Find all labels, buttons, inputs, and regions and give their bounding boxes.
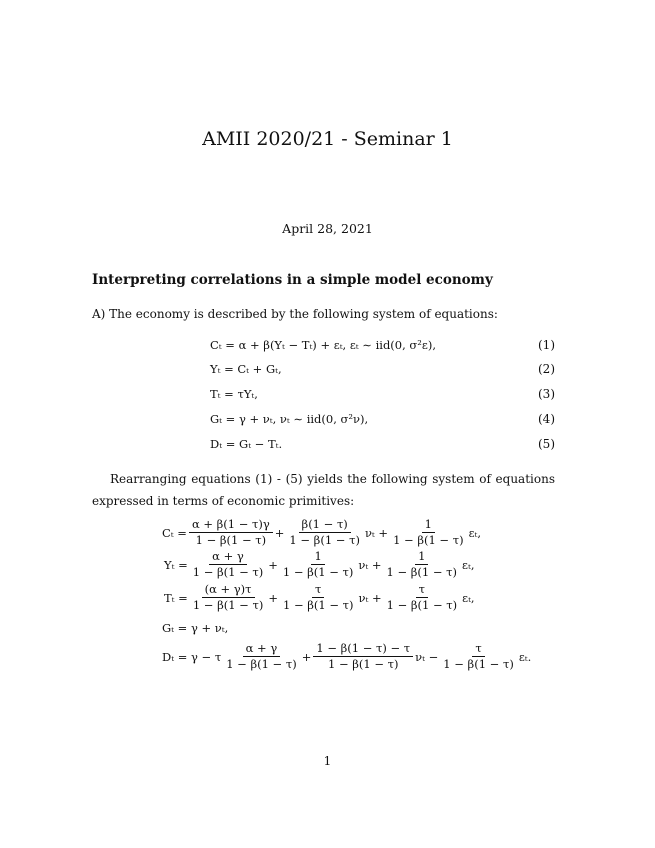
reduced-y-fraction-2: $\frac{1}{1 - \beta(1 - \tau)}$ — [282, 549, 354, 579]
equation-number-5: (5) — [538, 437, 555, 451]
equation-3: Tₜ = τYₜ, — [210, 387, 258, 401]
reduced-equation-c — [162, 518, 481, 547]
reduced-c-fraction-3: $\frac{1}{1 - \beta(1 - \tau)}$ — [393, 517, 464, 547]
reduced-t-lhs: Tₜ = — [164, 590, 188, 605]
reduced-y-nu-term: νₜ + — [358, 557, 382, 572]
reduced-c-fraction-1: $\frac{\alpha + \beta(1 - \tau)\gamma}{1 - \beta(1 - \tau)}$ — [189, 518, 273, 547]
reduced-d-lhs: Dₜ = γ − τ — [162, 649, 222, 664]
reduced-t-eps-term: εₜ, — [462, 590, 475, 605]
reduced-y-lhs: Yₜ = — [164, 557, 188, 572]
equation-number-3: (3) — [538, 387, 555, 401]
reduced-c-eps-term: εₜ, — [468, 525, 482, 540]
reduced-equation-t — [164, 583, 475, 612]
reduced-y-eps-term: εₜ, — [462, 557, 475, 572]
reduced-equation-y — [164, 550, 474, 579]
reduced-t-nu-term: νₜ + — [358, 590, 382, 605]
reduced-t-fraction-1: $\frac{(\alpha + \gamma)\tau}{1 - \beta(1 - \tau)}$ — [192, 582, 264, 612]
document-title: AMII 2020/21 - Seminar 1 — [202, 128, 453, 150]
reduced-y-fraction-1: $\frac{\alpha + \gamma}{1 - \beta(1 - \tau)}$ — [192, 549, 264, 579]
equation-1: Cₜ = α + β(Yₜ − Tₜ) + εₜ, εₜ ∼ iid(0, σ²ε), — [210, 338, 436, 352]
reduced-t-fraction-2: $\frac{\tau}{1 - \beta(1 - \tau)}$ — [282, 582, 354, 612]
reduced-y-plus: + — [268, 557, 278, 572]
reduced-d-plus: + — [301, 649, 312, 664]
reduced-d-nu-term: νₜ − — [415, 649, 439, 664]
rearranging-paragraph: Rearranging equations (1) - (5) yields the following system of equations expressed in terms of economic primitives: — [92, 472, 555, 508]
equation-5: Dₜ = Gₜ − Tₜ. — [210, 437, 283, 451]
reduced-c-fraction-2: $\frac{\beta(1 - \tau)}{1 - \beta(1 - \tau)}$ — [289, 517, 360, 547]
reduced-c-nu-term: νₜ + — [364, 525, 389, 540]
reduced-d-fraction-3: $\frac{\tau}{1 - \beta(1 - \tau)}$ — [443, 641, 514, 671]
section-heading: Interpreting correlations in a simple model economy — [92, 272, 493, 288]
reduced-d-fraction-2: $\frac{1 - \beta(1 - \tau) - \tau}{1 - \beta(1 - \tau)}$ — [313, 642, 413, 671]
reduced-equation-d — [162, 642, 531, 671]
equation-4: Gₜ = γ + νₜ, νₜ ∼ iid(0, σ²ν), — [210, 412, 369, 426]
equation-number-2: (2) — [538, 362, 555, 376]
reduced-c-plus: + — [274, 525, 285, 540]
page-number: 1 — [323, 754, 332, 768]
reduced-c-lhs: Cₜ = — [162, 525, 187, 540]
reduced-t-fraction-3: $\frac{\tau}{1 - \beta(1 - \tau)}$ — [386, 582, 458, 612]
reduced-equation-g — [162, 621, 228, 635]
reduced-d-fraction-1: $\frac{\alpha + \gamma}{1 - \beta(1 - \tau)}$ — [226, 641, 297, 671]
intro-paragraph: A) The economy is described by the following system of equations: — [92, 307, 498, 321]
reduced-g-text: Gₜ = γ + νₜ, — [162, 621, 229, 635]
reduced-d-eps-term: εₜ. — [518, 649, 532, 664]
equation-number-4: (4) — [538, 412, 555, 426]
reduced-y-fraction-3: $\frac{1}{1 - \beta(1 - \tau)}$ — [386, 549, 458, 579]
equation-2: Yₜ = Cₜ + Gₜ, — [210, 362, 282, 376]
equation-number-1: (1) — [538, 338, 555, 352]
document-date: April 28, 2021 — [282, 221, 373, 236]
reduced-t-plus: + — [268, 590, 278, 605]
